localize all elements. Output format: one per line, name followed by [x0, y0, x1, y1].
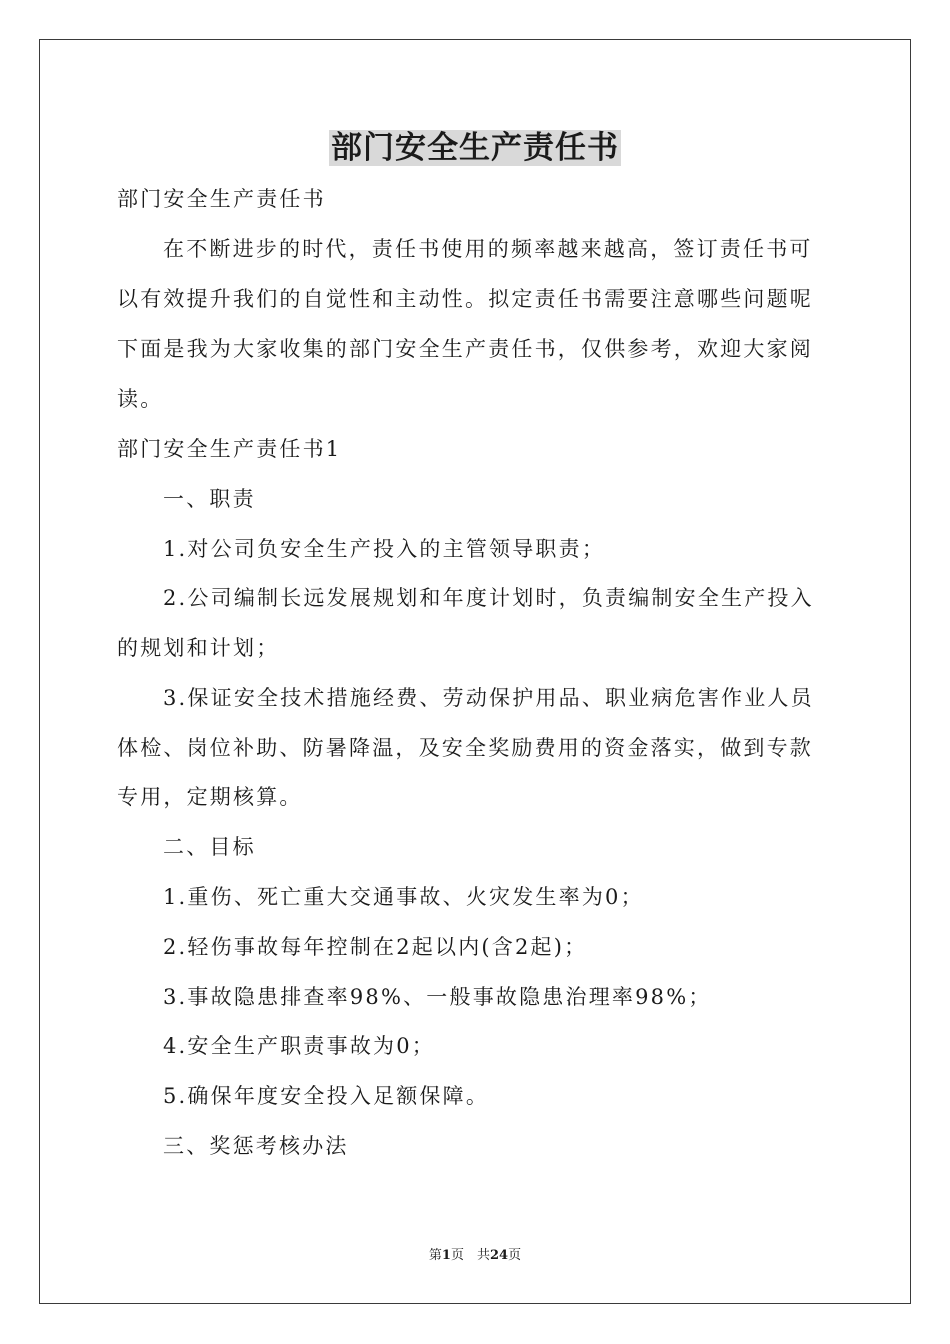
part2-item: 5.确保年度安全投入足额保障。 [163, 1084, 490, 1108]
part1-item: 体检、岗位补助、防暑降温，及安全奖励费用的资金落实，做到专款 [117, 736, 813, 760]
page-footer [0, 1247, 950, 1265]
page-number-total: 24 [489, 1248, 509, 1263]
part1-item: 2.公司编制长远发展规划和年度计划时，负责编制安全生产投入 [163, 586, 814, 610]
part2-item: 4.安全生产职责事故为0； [163, 1034, 435, 1058]
page-number-mid: 页 共 [450, 1248, 490, 1263]
document-subtitle: 部门安全生产责任书 [117, 187, 326, 211]
part1-item: 的规划和计划； [117, 636, 280, 660]
part3-heading: 三、奖惩考核办法 [163, 1134, 349, 1158]
intro-line: 下面是我为大家收集的部门安全生产责任书，仅供参考，欢迎大家阅 [117, 337, 813, 361]
page-number-prefix: 第 [428, 1248, 442, 1263]
page-number-suffix: 页 [508, 1248, 522, 1263]
part1-item: 3.保证安全技术措施经费、劳动保护用品、职业病危害作业人员 [163, 686, 814, 710]
document-title [0, 126, 950, 170]
intro-line: 以有效提升我们的自觉性和主动性。拟定责任书需要注意哪些问题呢 [117, 287, 813, 311]
intro-line: 在不断进步的时代，责任书使用的频率越来越高，签订责任书可 [163, 237, 813, 261]
section-title: 部门安全生产责任书1 [117, 437, 342, 461]
part1-item: 1.对公司负安全生产投入的主管领导职责； [163, 537, 606, 561]
part2-item: 2.轻伤事故每年控制在2起以内(含2起)； [163, 935, 588, 959]
part2-item: 1.重伤、死亡重大交通事故、火灾发生率为0； [163, 885, 644, 909]
page-number-current: 1 [441, 1248, 451, 1263]
document-title-text: 部门安全生产责任书 [331, 130, 619, 166]
part2-item: 3.事故隐患排查率98%、一般事故隐患治理率98%； [163, 985, 712, 1009]
page-border [39, 39, 911, 1304]
part1-item: 专用，定期核算。 [117, 785, 303, 809]
part2-heading: 二、目标 [163, 835, 256, 859]
intro-line: 读。 [117, 387, 164, 411]
part1-heading: 一、职责 [163, 487, 256, 511]
